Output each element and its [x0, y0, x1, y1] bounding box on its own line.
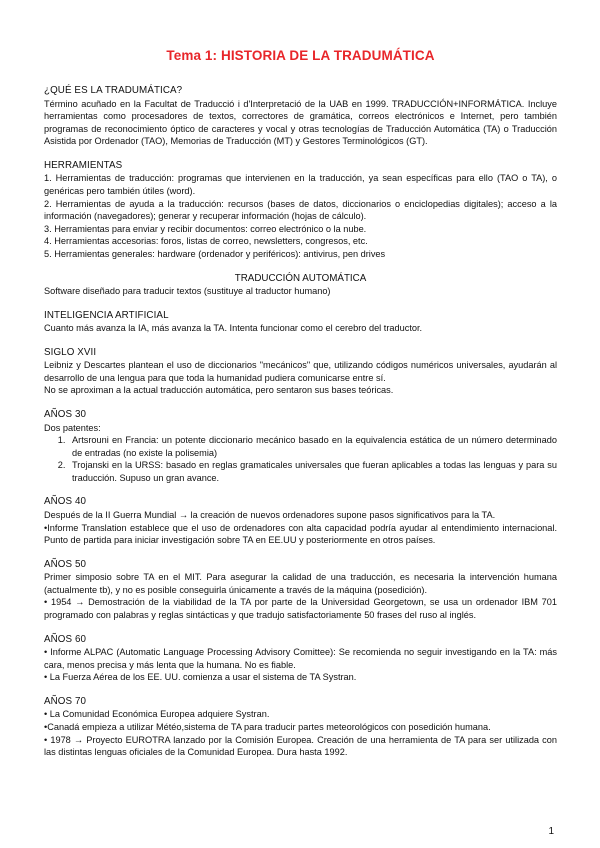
section-ta	[44, 273, 557, 298]
section-heading: AÑOS 30	[44, 409, 87, 420]
section-text: • 1954 → Demostración de la viabilidad de la TA por parte de la Universidad Georgetown, se usa un ordenador IBM 701 programado con palabras y reglas sintácticas y que tradujo satisfactoriamente 50 frases del ruso al inglés.	[44, 597, 557, 621]
section-text: Leibniz y Descartes plantean el uso de diccionarios "mecánicos" que, utilizando códigos numéricos universales, ayudarán al desarrollo de una lengua para que toda la humanidad pudiera comunicarse entre sí.	[44, 360, 557, 383]
list-item: 2. Trojanski en la URSS: basado en reglas gramaticales universales que fueran aplicables a todas las lenguas y para su traducción. Supuso un gran avance.	[68, 459, 557, 484]
section-heading: AÑOS 40	[44, 496, 87, 508]
section-text: • 1978 → Proyecto EUROTRA lanzado por la Comisión Europea. Creación de una herramienta de TA para ser utilizada con las distintas lenguas oficiales de la Comunidad Europea. Dura hasta 1992.	[44, 734, 557, 758]
section-heading: ¿QUÉ ES LA TRADUMÁTICA?	[44, 85, 183, 96]
list-item: 5. Herramientas generales: hardware (ordenador y periféricos): antivirus, pen drives	[44, 248, 386, 259]
section-text: Después de la II Guerra Mundial → la creación de nuevos ordenadores supone pasos significativos para la TA.	[44, 509, 496, 520]
section-text: Software diseñado para traducir textos (sustituye al traductor humano)	[44, 286, 331, 297]
list-item: 2. Herramientas de ayuda a la traducción: recursos (bases de datos, diccionarios o enciclopedias digitales); acceso a la información (navegadores); generar y recuperar información (hojas de cálculo).	[44, 198, 557, 222]
section-text: • La Fuerza Aérea de los EE. UU. comienza a usar el sistema de TA Systran.	[44, 672, 357, 683]
list-item: 1. Herramientas de traducción: programas que intervienen en la traducción, ya sean específicas para ello (TAO o TA), o genéricas pero también útiles (word).	[44, 173, 557, 196]
section-text: •Canadá empieza a utilizar Météo,sistema de TA para traducir partes meteorológicos con posedición humana.	[44, 722, 491, 732]
section-text: • La Comunidad Económica Europea adquiere Systran.	[44, 709, 270, 720]
section-anos-40	[44, 496, 557, 546]
section-text: •Informe Translation establece que el uso de ordenadores con alta capacidad podría ayudar al entendimiento internacional. Punto de partida para iniciar investigación sobre TA en EE.UU y posteriormente en otros países.	[44, 522, 557, 546]
list-item: 4. Herramientas accesorias: foros, listas de correo, newsletters, congresos, etc.	[44, 236, 368, 247]
page-title: Tema 1: HISTORIA DE LA TRADUMÁTICA	[166, 48, 435, 63]
section-heading: AÑOS 60	[44, 633, 87, 645]
section-text: Dos patentes:	[44, 422, 101, 433]
patent-list	[44, 434, 557, 484]
section-text: • Informe ALPAC (Automatic Language Processing Advisory Comittee): Se recomienda no seguir investigando en la TA: más cara, menos precisa y más lenta que la humana. No es fiable.	[44, 647, 557, 670]
section-heading: HERRAMIENTAS	[44, 159, 123, 171]
section-anos-30	[44, 409, 557, 484]
section-text: Término acuñado en la Facultat de Traducció i d'Interpretació de la UAB en 1999. TRADUCCIÓN+INFORMÁTICA. Incluye herramientas como procesadores de textos, correctores de gramática, correos electrónicos e Internet, pero también programas de reconocimiento óptico de caracteres y vocal y otras tecnologías de Traducción Automática (TA) o Traducción Asistida por Ordenador (TAO), Memorias de Traducción (MT) y Gestores Terminológicos (GT).	[44, 98, 557, 147]
page-number: 1	[548, 826, 554, 837]
section-heading: TRADUCCIÓN AUTOMÁTICA	[234, 272, 367, 284]
section-text: Cuanto más avanza la IA, más avanza la TA. Intenta funcionar como el cerebro del traductor.	[44, 323, 423, 334]
list-item: 3. Herramientas para enviar y recibir documentos: correo electrónico o la nube.	[44, 223, 367, 234]
section-heading: AÑOS 50	[44, 558, 87, 570]
section-anos-70	[44, 696, 557, 759]
section-siglo-xvii	[44, 347, 557, 397]
section-heading: INTELIGENCIA ARTIFICIAL	[44, 309, 169, 321]
section-text: No se aproximan a la actual traducción automática, pero sentaron sus bases teóricas.	[44, 385, 394, 396]
section-heading: SIGLO XVII	[44, 346, 97, 358]
section-ia	[44, 310, 557, 335]
section-heading: AÑOS 70	[44, 695, 87, 707]
section-herramientas	[44, 160, 557, 261]
list-item: 1. Artsrouni en Francia: un potente diccionario mecánico basado en la equivalencia estática de un número determinado de entradas (no existe la polisemia)	[68, 434, 557, 459]
section-que-es	[44, 85, 557, 148]
document-page	[44, 48, 557, 771]
section-anos-50	[44, 559, 557, 622]
section-anos-60	[44, 634, 557, 684]
section-text: Primer simposio sobre TA en el MIT. Para asegurar la calidad de una traducción, es necesaria la intervención humana (actualmente tb), y no es posible conseguirla únicamente a través de la máquina (posedición).	[44, 572, 557, 595]
